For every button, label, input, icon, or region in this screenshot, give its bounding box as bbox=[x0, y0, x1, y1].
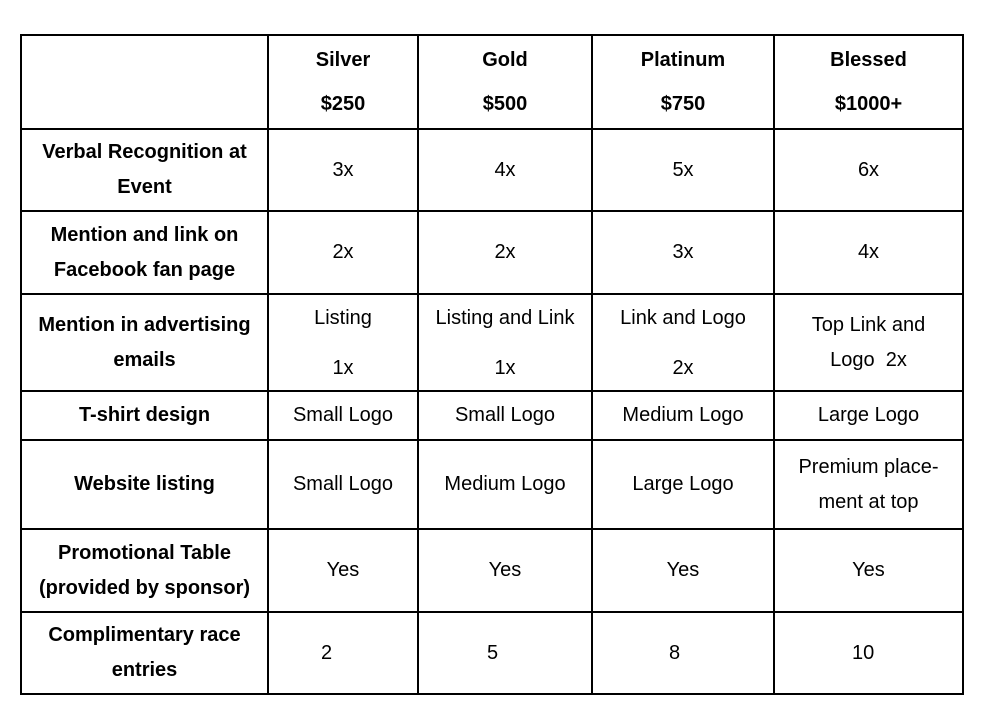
table-cell: 5x bbox=[592, 129, 774, 211]
table-row-tshirt-design bbox=[21, 391, 963, 440]
tier-price: $1000+ bbox=[834, 93, 903, 115]
table-cell: 2x bbox=[268, 211, 418, 294]
table-row-website-listing bbox=[21, 440, 963, 529]
table-cell: Medium Logo bbox=[592, 391, 774, 440]
table-cell bbox=[268, 294, 418, 391]
table-cell: Small Logo bbox=[268, 391, 418, 440]
tier-header-silver bbox=[268, 35, 418, 129]
table-row-promotional-table bbox=[21, 529, 963, 612]
tier-price: $250 bbox=[320, 93, 366, 115]
table-cell: 3x bbox=[268, 129, 418, 211]
table-cell: 2 bbox=[268, 612, 418, 694]
table-cell bbox=[774, 440, 963, 529]
table-cell bbox=[418, 294, 592, 391]
table-cell bbox=[592, 294, 774, 391]
cell-line: Listing bbox=[314, 306, 372, 329]
table-cell: Large Logo bbox=[774, 391, 963, 440]
table-row-facebook-mention bbox=[21, 211, 963, 294]
cell-line: 1x bbox=[494, 356, 516, 379]
row-label: Complimentary race entries bbox=[21, 612, 268, 694]
table-cell: Small Logo bbox=[418, 391, 592, 440]
table-cell: 3x bbox=[592, 211, 774, 294]
cell-line: Listing and Link bbox=[435, 306, 575, 329]
header-empty-cell bbox=[21, 35, 268, 129]
table-cell: Large Logo bbox=[592, 440, 774, 529]
tier-header-blessed bbox=[774, 35, 963, 129]
row-label: Mention and link on Facebook fan page bbox=[21, 211, 268, 294]
table-cell: Yes bbox=[418, 529, 592, 612]
table-cell: Small Logo bbox=[268, 440, 418, 529]
tier-price: $750 bbox=[660, 93, 706, 115]
tier-name: Silver bbox=[315, 49, 371, 71]
table-cell: Medium Logo bbox=[418, 440, 592, 529]
cell-line: Link and Logo bbox=[620, 306, 746, 329]
row-label: Verbal Recognition at Event bbox=[21, 129, 268, 211]
cell-text: Premium place-ment at top bbox=[798, 455, 939, 513]
header-row bbox=[21, 35, 963, 129]
row-label: Mention in advertising emails bbox=[21, 294, 268, 391]
tier-name: Platinum bbox=[640, 49, 726, 71]
table-cell: 8 bbox=[592, 612, 774, 694]
table-row-advertising-emails bbox=[21, 294, 963, 391]
tier-name: Gold bbox=[482, 49, 528, 71]
table-cell: 2x bbox=[418, 211, 592, 294]
tier-header-platinum bbox=[592, 35, 774, 129]
cell-text: Top Link and Logo 2x bbox=[811, 313, 931, 371]
tier-price: $500 bbox=[482, 93, 528, 115]
table-row-complimentary-entries bbox=[21, 612, 963, 694]
tier-name: Blessed bbox=[830, 49, 907, 71]
cell-line: 2x bbox=[672, 356, 694, 379]
table-cell: 4x bbox=[774, 211, 963, 294]
table-cell: Yes bbox=[774, 529, 963, 612]
row-label: T-shirt design bbox=[21, 391, 268, 440]
table-cell: Yes bbox=[268, 529, 418, 612]
table-cell: 5 bbox=[418, 612, 592, 694]
row-label: Website listing bbox=[21, 440, 268, 529]
table-cell: 6x bbox=[774, 129, 963, 211]
table-cell bbox=[774, 294, 963, 391]
table-cell: Yes bbox=[592, 529, 774, 612]
cell-line: 1x bbox=[332, 356, 354, 379]
table-row-verbal-recognition bbox=[21, 129, 963, 211]
table-cell: 10 bbox=[774, 612, 963, 694]
table-cell: 4x bbox=[418, 129, 592, 211]
row-label: Promotional Table (provided by sponsor) bbox=[21, 529, 268, 612]
sponsorship-table bbox=[20, 34, 964, 695]
tier-header-gold bbox=[418, 35, 592, 129]
